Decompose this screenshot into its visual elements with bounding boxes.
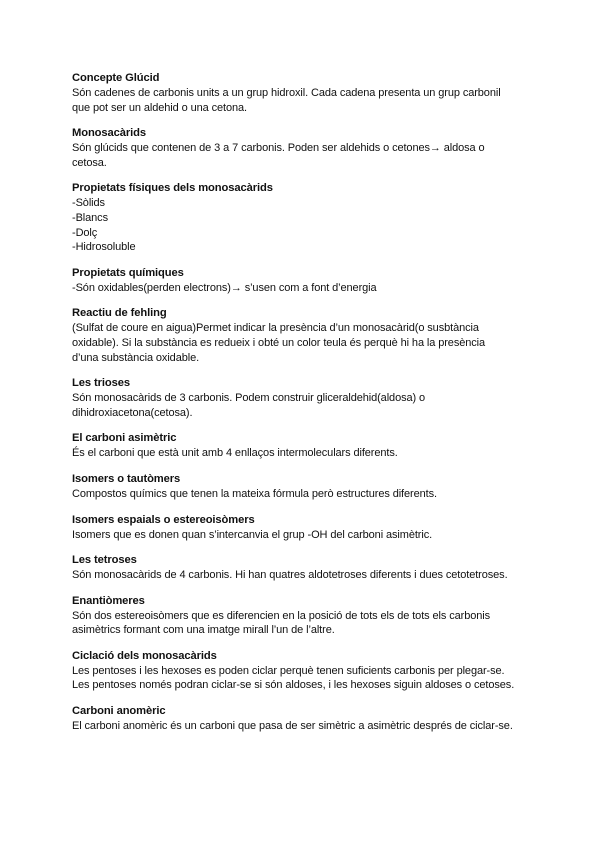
- section-heading: Enantiòmeres: [72, 594, 145, 607]
- section-propietats-quimiques: [72, 266, 542, 296]
- section-reactiu-fehling: [72, 306, 542, 365]
- list-item: -Són oxidables(perden electrons)→ s’usen com a font d’energia: [72, 281, 377, 294]
- document-page: [72, 71, 542, 745]
- paragraph-line: És el carboni que està unit amb 4 enllaços intermoleculars diferents.: [72, 447, 398, 460]
- section-heading: Ciclació dels monosacàrids: [72, 649, 217, 662]
- list-item: -Sòlids: [72, 197, 105, 210]
- section-heading: Isomers o tautòmers: [72, 472, 181, 485]
- paragraph-line: dihidroxiacetona(cetosa).: [72, 406, 193, 419]
- paragraph-line: Són glúcids que contenen de 3 a 7 carbonis. Poden ser aldehids o cetones→ aldosa o: [72, 142, 485, 155]
- section-heading: Les tetroses: [72, 554, 137, 567]
- section-ciclacio: [72, 649, 542, 693]
- paragraph-line: que pot ser un aldehid o una cetona.: [72, 101, 247, 114]
- section-tetroses: [72, 553, 542, 583]
- section-heading: Monosacàrids: [72, 127, 147, 140]
- list-item: -Blancs: [72, 211, 108, 224]
- section-heading: Reactiu de fehling: [72, 307, 167, 320]
- section-propietats-fisiques: [72, 181, 542, 254]
- section-enantiomeres: [72, 594, 542, 638]
- section-heading: Carboni anomèric: [72, 705, 166, 718]
- paragraph-line: El carboni anomèric és un carboni que pasa de ser simètric a asimètric després de ciclar-se.: [72, 720, 513, 733]
- list-item: -Dolç: [72, 226, 98, 239]
- paragraph-line: Compostos químics que tenen la mateixa fórmula però estructures diferents.: [72, 487, 437, 500]
- section-trioses: [72, 376, 542, 420]
- paragraph-line: Són monosacàrids de 3 carbonis. Podem construir gliceraldehid(aldosa) o: [72, 392, 426, 405]
- paragraph-line: Les pentoses i les hexoses es poden ciclar perquè tenen suficients carbonis per plegar-se.: [72, 664, 505, 677]
- paragraph-line: asimètrics formant com una imatge mirall l’un de l’altre.: [72, 624, 335, 637]
- section-isomers-tautomers: [72, 472, 542, 502]
- section-heading: Isomers espaials o estereoisòmers: [72, 513, 255, 526]
- paragraph-line: d’una substància oxidable.: [72, 351, 200, 364]
- paragraph-line: (Sulfat de coure en aigua)Permet indicar la presència d’un monosacàrid(o susbtància: [72, 322, 479, 335]
- paragraph-line: cetosa.: [72, 156, 107, 169]
- list-item: -Hidrosoluble: [72, 241, 136, 254]
- paragraph-line: Són cadenes de carbonis units a un grup hidroxil. Cada cadena presenta un grup carbonil: [72, 87, 501, 99]
- section-monosacarids: [72, 126, 542, 170]
- section-heading: El carboni asimètric: [72, 432, 177, 445]
- section-heading: Concepte Glúcid: [72, 72, 160, 84]
- paragraph-line: Són dos estereoisòmers que es diferencien en la posició de tots els de tots els carbonis: [72, 609, 490, 622]
- section-isomers-espaials: [72, 513, 542, 543]
- section-heading: Propietats físiques dels monosacàrids: [72, 182, 273, 195]
- paragraph-line: Les pentoses només podran ciclar-se si són aldoses, i les hexoses siguin aldoses o cetoses.: [72, 679, 515, 692]
- paragraph-line: Són monosacàrids de 4 carbonis. Hi han quatres aldotetroses diferents i dues cetotetroses.: [72, 569, 508, 582]
- paragraph-line: Isomers que es donen quan s’intercanvia el grup -OH del carboni asimètric.: [72, 528, 433, 541]
- section-heading: Les trioses: [72, 377, 130, 390]
- section-concepte-glucid: [72, 71, 542, 115]
- section-heading: Propietats químiques: [72, 266, 184, 279]
- section-carboni-asimetric: [72, 431, 542, 461]
- paragraph-line: oxidable). Si la substància es redueix i obté un color teula és perquè hi ha la presència: [72, 336, 486, 349]
- section-carboni-anomeric: [72, 704, 542, 734]
